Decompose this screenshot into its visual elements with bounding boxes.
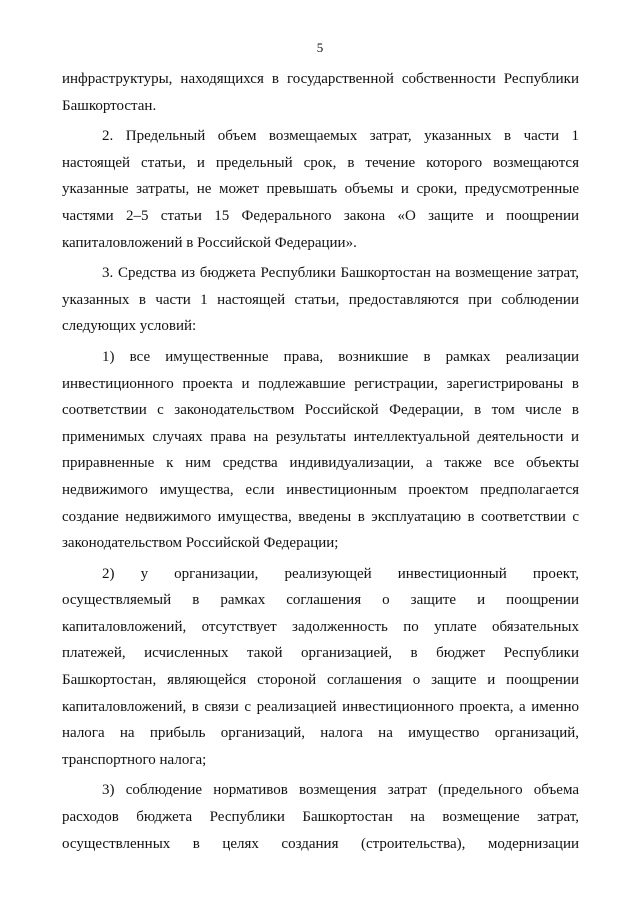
- paragraph-condition-3: 3) соблюдение нормативов возмещения затрат (предельного объема расходов бюджета Республики Башкортостан на возмещение затрат, осуществленных в целях создания (строительства), модернизации: [62, 782, 579, 852]
- paragraph-clause-3: 3. Средства из бюджета Республики Башкортостан на возмещение затрат, указанных в части 1 настоящей статьи, предоставляются при соблюдении следующих условий:: [62, 265, 579, 335]
- paragraph-clause-2: 2. Предельный объем возмещаемых затрат, указанных в части 1 настоящей статьи, и предельный срок, в течение которого возмещаются указанные затраты, не может превышать объемы и сроки, предусмотренные частями 2–5 статьи 15 Федерального закона «О защите и поощрении капиталовложений в Российской Федерации».: [62, 128, 579, 251]
- paragraph-condition-1: 1) все имущественные права, возникшие в рамках реализации инвестиционного проекта и подлежавшие регистрации, зарегистрированы в соответствии с законодательством Российской Федерации, в том числе в применимых случаях права на результаты интеллектуальной деятельности и приравненные к ним средства индивидуализации, а также все объекты недвижимого имущества, если инвестиционным проектом предполагается создание недвижимого имущества, введены в эксплуатацию в соответствии с законодательством Российской Федерации;: [62, 348, 579, 552]
- paragraph-continuation: инфраструктуры, находящихся в государственной собственности Республики Башкортостан.: [62, 71, 579, 114]
- paragraph-condition-2: 2) у организации, реализующей инвестиционный проект, осуществляемый в рамках соглашения о защите и поощрении капиталовложений, отсутствует задолженность по уплате обязательных платежей, исчисленных такой организацией, в бюджет Республики Башкортостан, являющейся стороной соглашения о защите и поощрении капиталовложений, в связи с реализацией инвестиционного проекта, а именно налога на прибыль организаций, налога на имущество организаций, транспортного налога;: [62, 565, 579, 768]
- page-number: 5: [316, 40, 324, 55]
- document-body: [62, 66, 579, 857]
